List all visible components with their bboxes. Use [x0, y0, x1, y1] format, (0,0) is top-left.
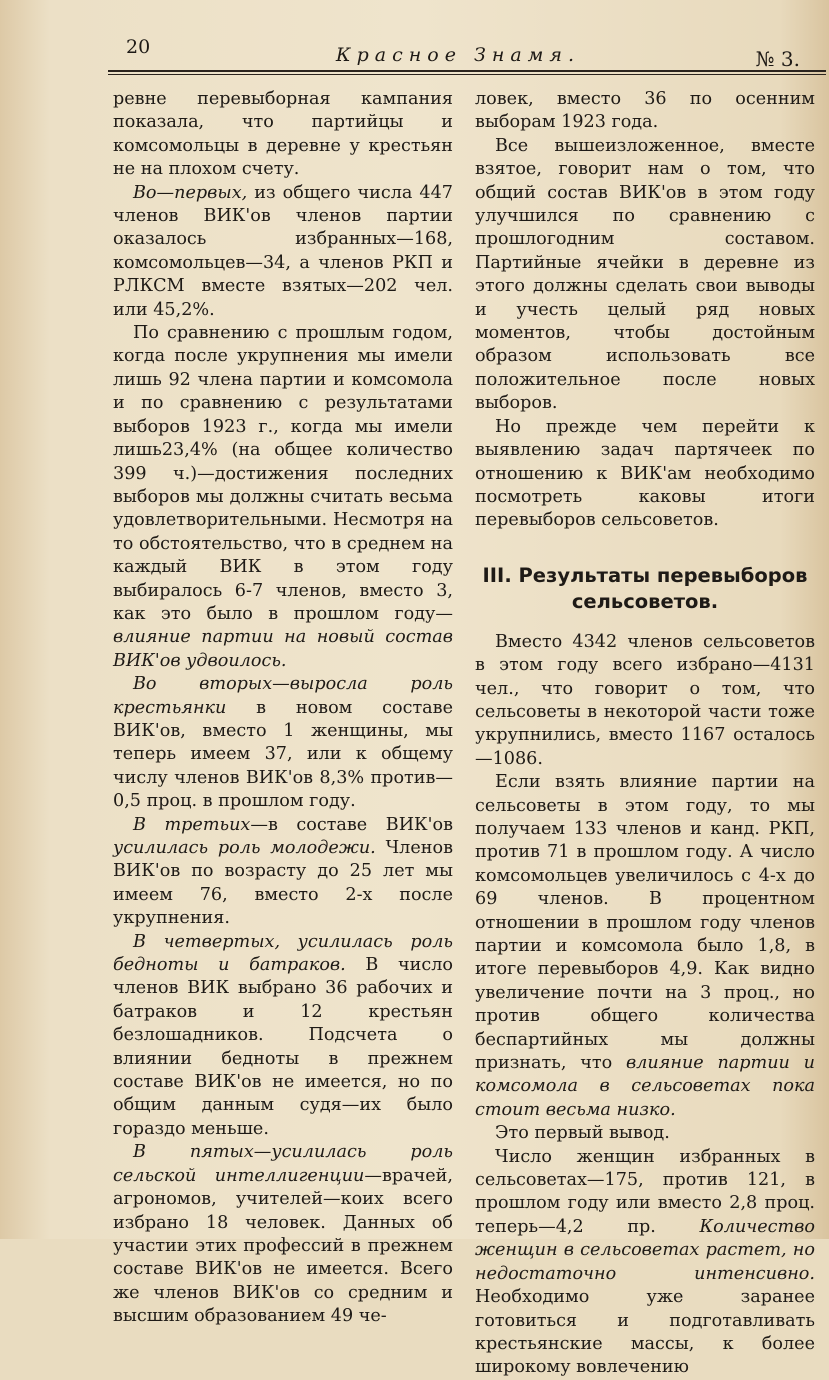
header-rule — [108, 70, 826, 72]
paragraph — [475, 631, 815, 771]
right-column-top-text — [475, 88, 815, 533]
italic-text: усилилась роль молодежи. — [113, 838, 376, 858]
paragraph — [475, 771, 815, 1122]
text-run: Если взять влияние партии на сельсоветы в этом году, то мы получаем 133 членов и канд. РКП, против 71 в прошлом году. А число комсомольцев увеличилось с 4-х до 69 членов. В процентном отношении в прошлом году членов партии и комсомола было 1,8, в итоге перевыборов 4,9. Как видно увеличение почти на 3 проц., но против общего количества беспартийных мы должны признать, что — [475, 772, 815, 1074]
italic-text: Количество женщин в сельсоветах растет, но недостаточно интенсивно. — [475, 1216, 815, 1284]
paragraph — [113, 931, 453, 1142]
section-heading: III. Результаты перевыборов сельсоветов. — [482, 563, 808, 613]
header-rule-thin — [108, 74, 826, 75]
paragraph — [475, 135, 815, 416]
paragraph — [113, 1141, 453, 1328]
text-run: Это первый вывод. — [495, 1123, 670, 1144]
page-header — [108, 30, 808, 74]
paragraph — [475, 416, 815, 533]
text-run: в новом составе ВИК'ов, вместо 1 женщины, мы теперь имеем 37, или к общему числу членов ВИК'ов 8,3% против—0,5 проц. в прошлом году. — [113, 697, 453, 812]
text-run: Необходимо уже заранее готовиться и подготавливать крестьянские массы, к более широкому вовлечению — [475, 1287, 815, 1378]
text-run: из общего числа 447 членов ВИК'ов членов партии оказалось избранных—168, комсомольцев—34, а членов РКП и РЛКСМ вместе взятых—202 чел. или 45,2%. — [113, 182, 453, 320]
italic-text: влияние партии на новый состав ВИК'ов удвоилось. — [113, 627, 453, 671]
italic-text: влияние партии и комсомола в сельсоветах пока стоит весьма низко. — [475, 1053, 815, 1120]
paragraph — [113, 88, 453, 182]
italic-text: В третьих — [133, 814, 251, 835]
italic-text: В пятых—усилилась роль сельской интеллигенции — [113, 1142, 453, 1186]
issue-number: № 3. — [755, 47, 800, 71]
text-run: Все вышеизложенное, вместе взятое, говорит нам о том, что общий состав ВИК'ов в этом году улучшился по сравнению с прошлогодним составом. Партийные ячейки в деревне из этого должны сделать свои выводы и учесть целый ряд новых моментов, чтобы достойным образом использовать все положительное после новых выборов. — [475, 135, 815, 414]
text-run: ловек, вместо 36 по осенним выборам 1923 года. — [475, 89, 815, 133]
paragraph — [113, 673, 453, 813]
paragraph — [113, 182, 453, 322]
text-run: Число женщин избранных в сельсоветах—175, против 121, в прошлом году или вместо 2,8 проц. теперь—4,2 пр. — [475, 1146, 815, 1237]
text-run: По сравнению с прошлым годом, когда после укрупнения мы имели лишь 92 члена партии и комсомола и по сравнению с результатами выборов 1923 г., когда мы имели лишь23,4% (на общее количество 399 ч.)—достижения последних выборов мы должны считать весьма удовлетворительными. Несмотря на то обстоятельство, что в среднем на каждый ВИК в этом году выбиралось 6-7 членов, вместо 3, как это было в прошлом году— — [113, 323, 453, 624]
text-run: Но прежде чем перейти к выявлению задач партячеек по отношению к ВИК'ам необходимо посмотреть каковы итоги перевыборов сельсоветов. — [475, 416, 815, 531]
text-run: ревне перевыборная кампания показала, что партийцы и комсомольцы в деревне у крестьян не на плохом счету. — [113, 89, 453, 180]
paragraph — [113, 322, 453, 673]
text-run: Вместо 4342 членов сельсоветов в этом году всего избрано—4131 чел., что говорит о том, что сельсоветы в некоторой части тоже укрупнились, вместо 1167 осталось—1086. — [475, 631, 815, 769]
text-run: —в составе ВИК'ов — [250, 814, 453, 835]
italic-text: В четвертых, усилилась роль бедноты и батраков. — [113, 931, 453, 976]
right-column-bottom-text — [475, 631, 815, 1380]
left-column — [113, 88, 453, 1329]
text-run: —врачей, агрономов, учителей—коих всего избрано 18 человек. Данных об участии этих профессий в прежнем составе ВИК'ов не имеется. Всего же членов ВИК'ов со средним и высшим образованием 49 че- — [113, 1165, 453, 1327]
text-run: Членов ВИК'ов по возрасту до 25 лет мы имеем 76, вместо 2-х после укрупнения. — [113, 838, 453, 929]
page-number: 20 — [126, 36, 151, 58]
paragraph — [475, 88, 815, 135]
italic-text: Во—первых, — [133, 182, 248, 203]
paragraph — [475, 1146, 815, 1380]
paragraph — [475, 1122, 815, 1145]
text-run: В число членов ВИК выбрано 36 рабочих и батраков и 12 крестьян безлошадников. Подсчета о влиянии бедноты в прежнем составе ВИК'ов не имеется, но по общим данным судя—их было гораздо меньше. — [113, 955, 453, 1139]
paragraph — [113, 814, 453, 931]
journal-title: Красное Знамя. — [335, 44, 581, 66]
italic-text: Во вторых—выросла роль крестьянки — [113, 674, 453, 718]
right-column — [475, 88, 815, 1380]
